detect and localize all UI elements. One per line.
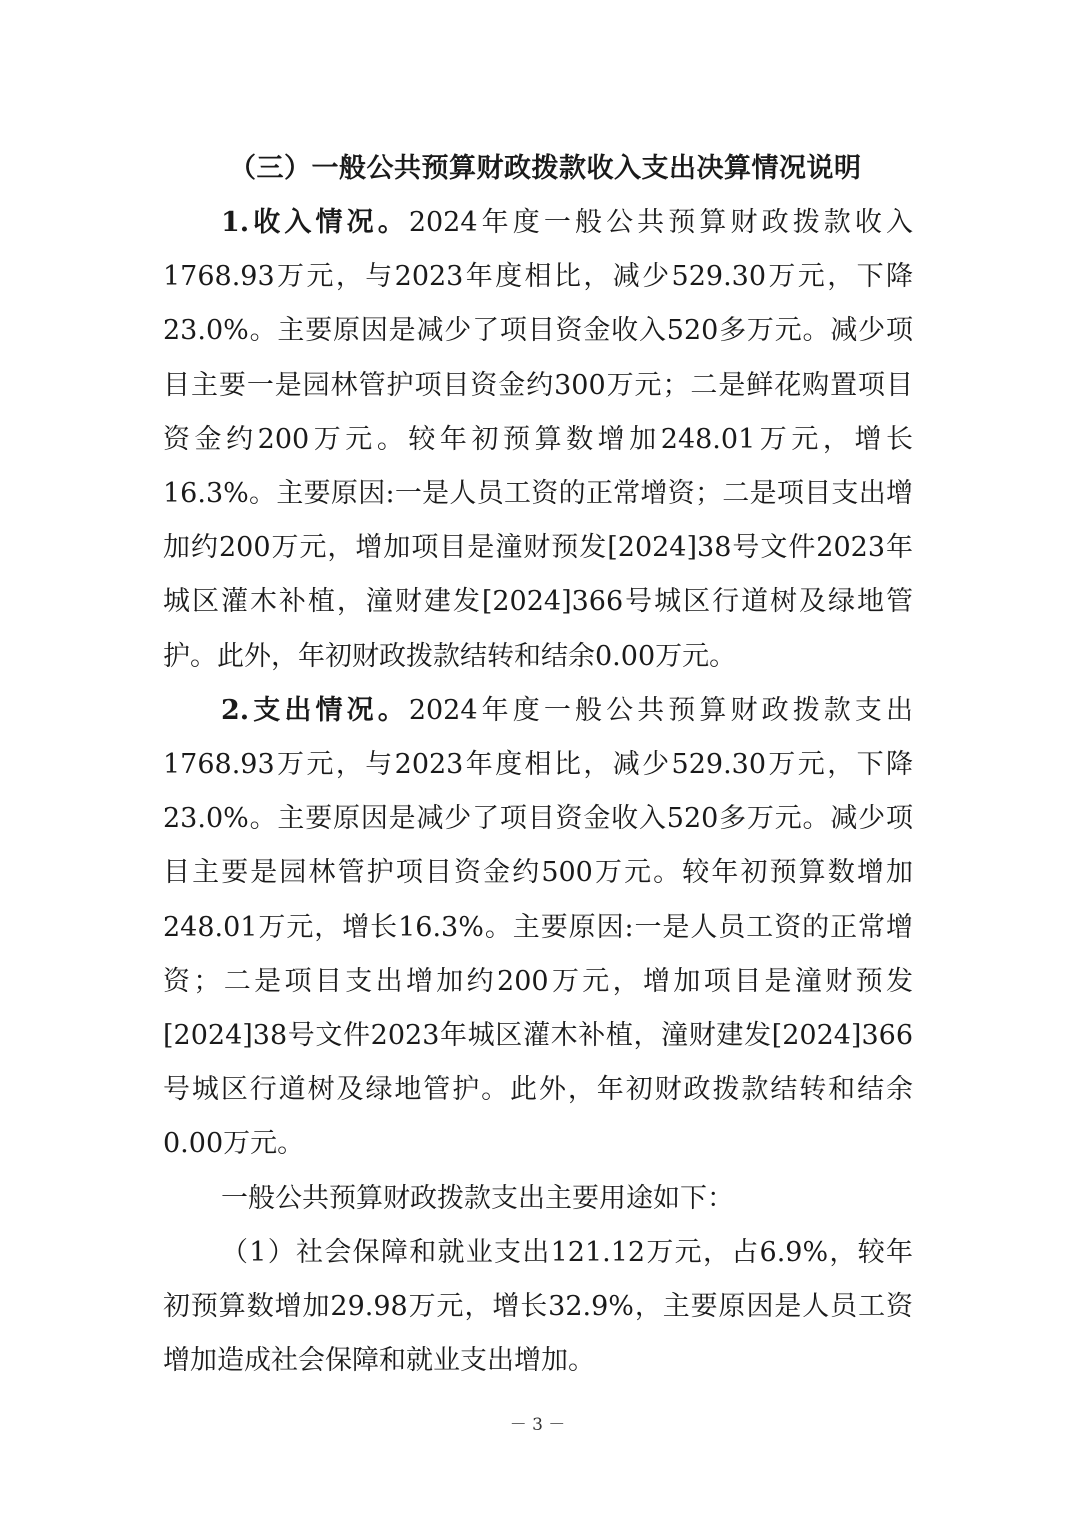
expenditure-lead: 2.支出情况。 [221,694,409,726]
uses-intro-paragraph: 一般公共预算财政拨款支出主要用途如下： [221,1182,734,1214]
section-heading: （三）一般公共预算财政拨款收入支出决算情况说明 [229,153,862,184]
income-paragraph [163,196,913,684]
document-body [163,142,913,1388]
page-number: － 3 － [509,1415,566,1435]
expenditure-text: 2024年度一般公共预算财政拨款支出1768.93万元，与2023年度相比，减少529.30万元，下降23.0%。主要原因是减少了项目资金收入520多万元。减少项目主要是园林管护项目资金约500万元。较年初预算数增加248.01万元，增长16.3%。主要原因:一是人员工资的正常增资；二是项目支出增加约200万元，增加项目是潼财预发[2024]38号文件2023年城区灌木补植，潼财建发[2024]366号城区行道树及绿地管护。此外，年初财政拨款结转和结余0.00万元。 [163,694,914,1160]
income-text: 2024年度一般公共预算财政拨款收入1768.93万元，与2023年度相比，减少529.30万元，下降23.0%。主要原因是减少了项目资金收入520多万元。减少项目主要一是园林管护项目资金约300万元；二是鲜花购置项目资金约200万元。较年初预算数增加248.01万元，增长16.3%。主要原因:一是人员工资的正常增资；二是项目支出增加约200万元，增加项目是潼财预发[2024]38号文件2023年城区灌木补植，潼财建发[2024]366号城区行道树及绿地管护。此外，年初财政拨款结转和结余0.00万元。 [163,207,914,672]
income-lead: 1.收入情况。 [221,207,409,238]
item-1-paragraph: （1）社会保障和就业支出121.12万元，占6.9%，较年初预算数增加29.98万元，增长32.9%，主要原因是人员工资增加造成社会保障和就业支出增加。 [163,1236,913,1377]
expenditure-paragraph [163,684,913,1172]
